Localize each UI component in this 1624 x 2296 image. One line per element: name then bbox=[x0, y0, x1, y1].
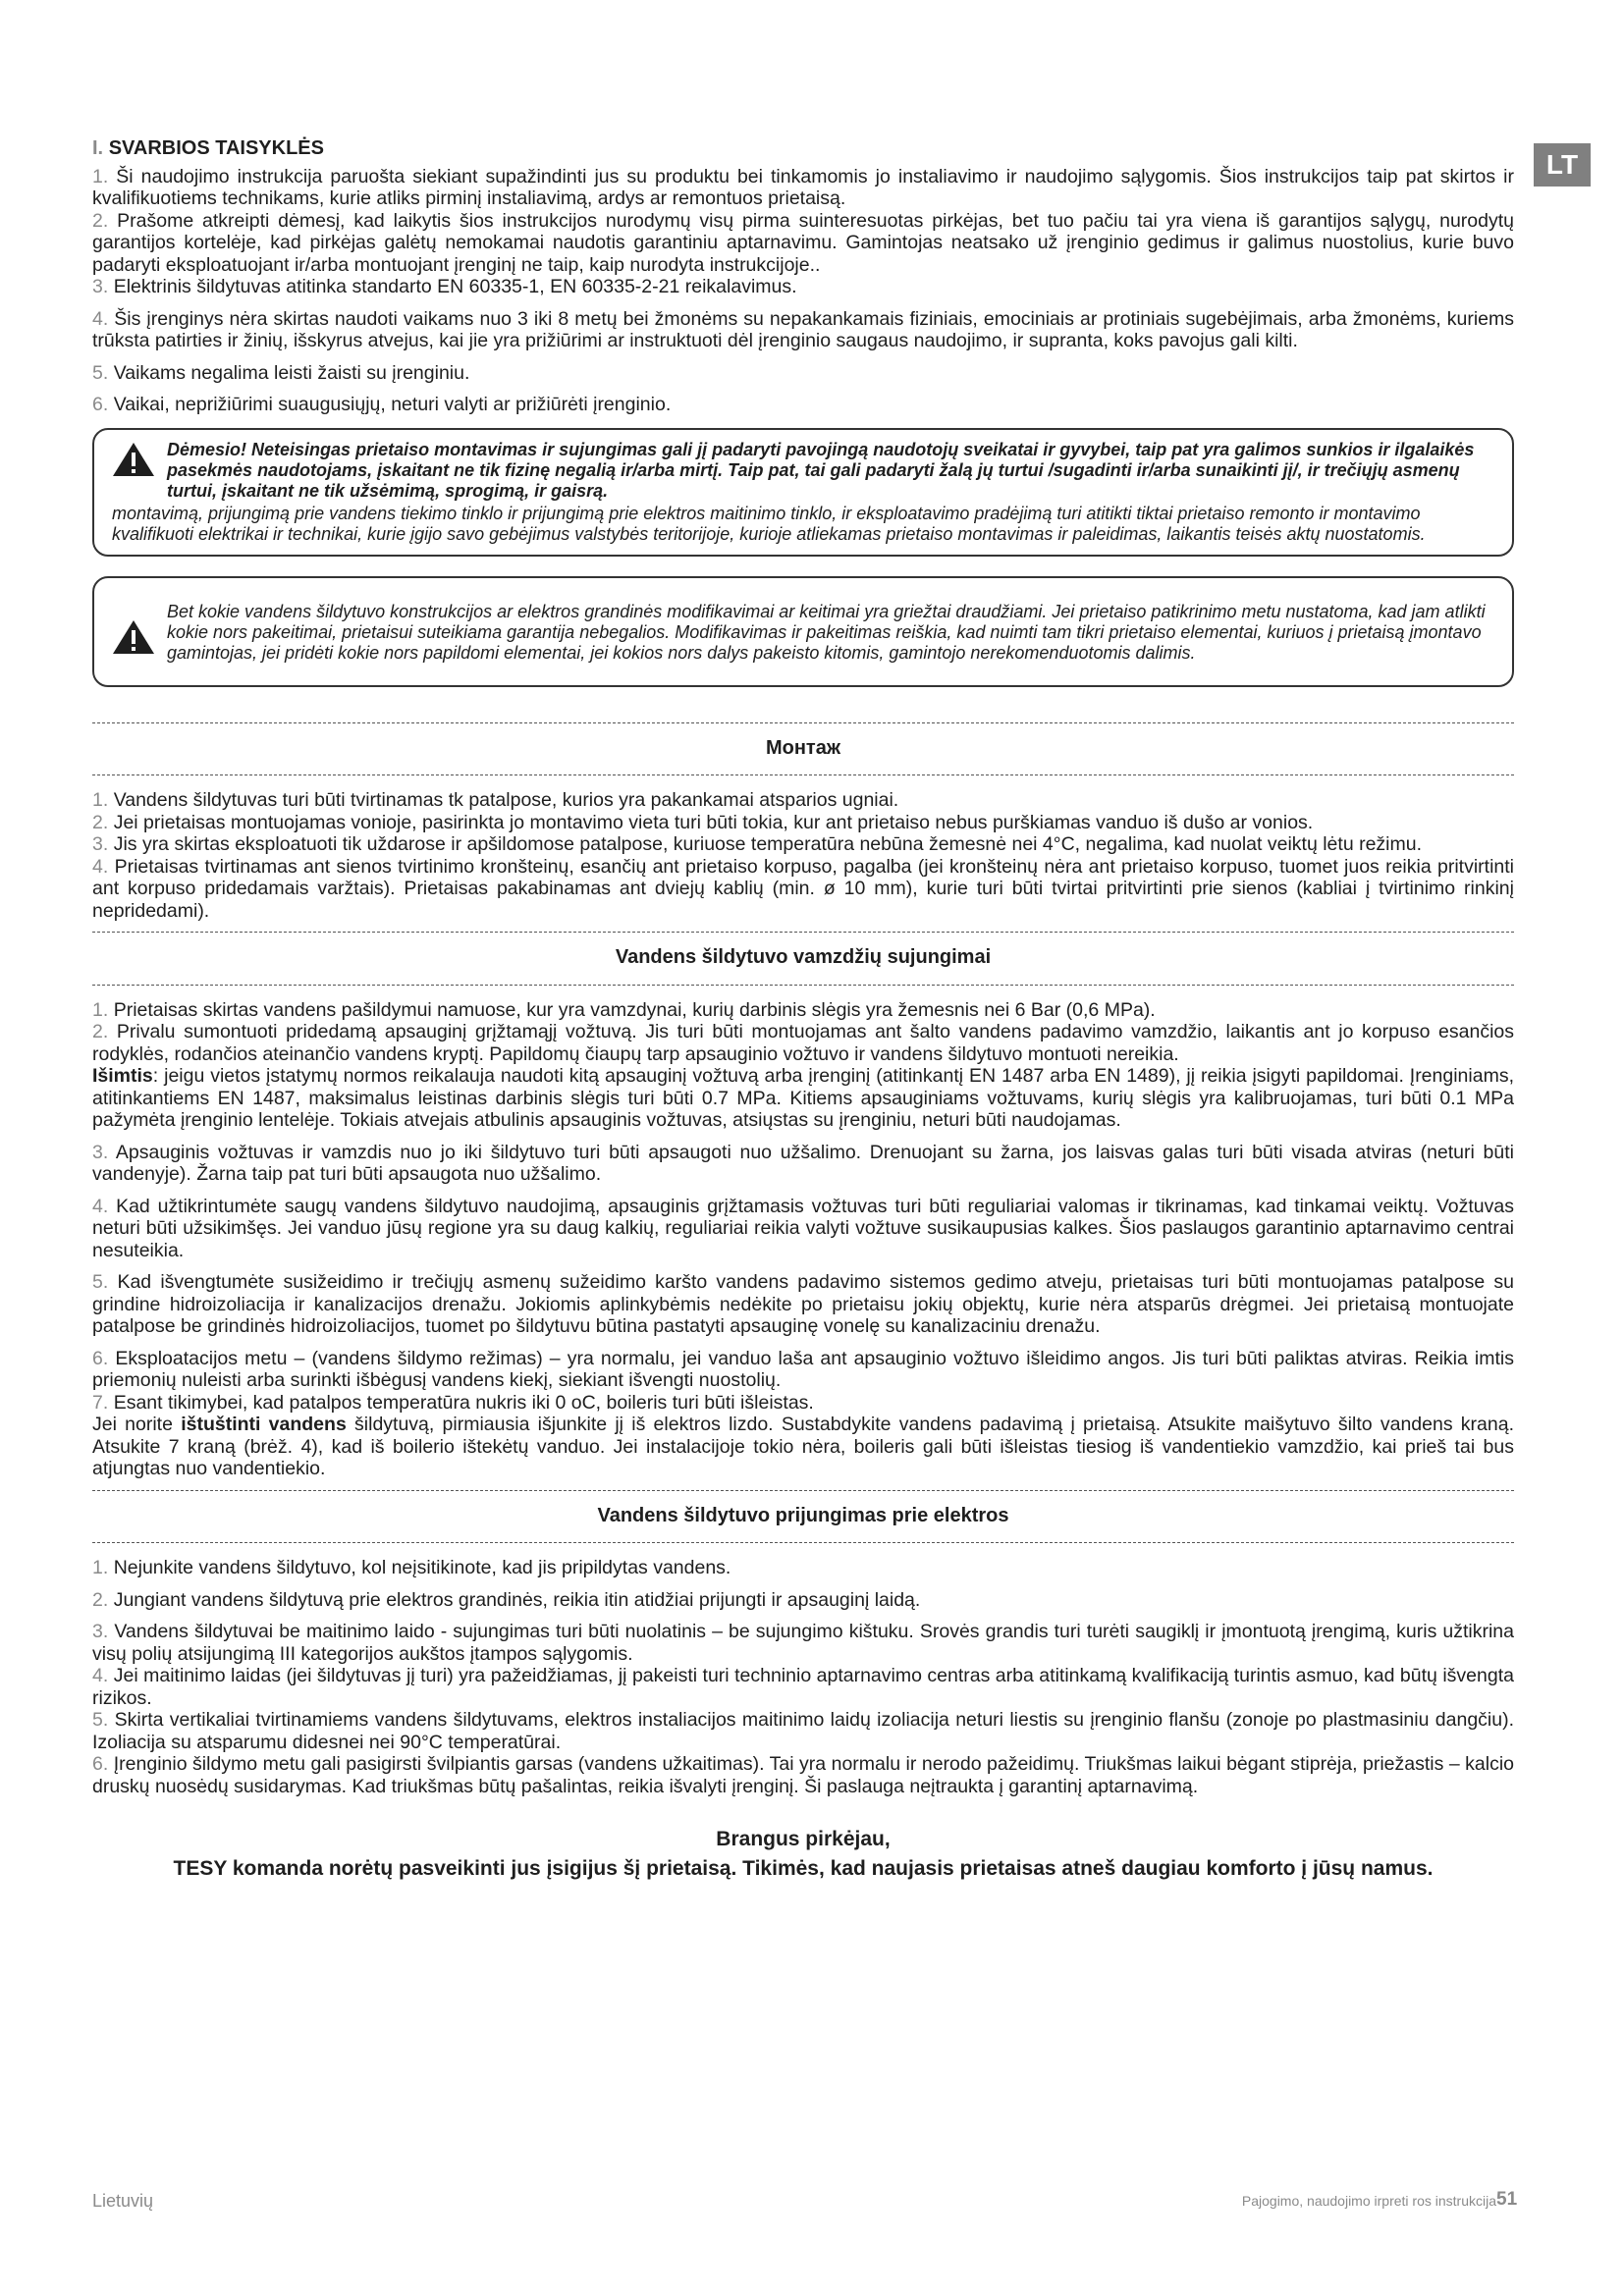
montazh-list bbox=[92, 789, 1514, 922]
list-item: 5. Kad išvengtumėte susižeidimo ir trečiųjų asmenų sužeidimo karšto vandens padavimo sistemos gedimo atveju, prietaisas turi būti montuojamas patalpose su grindine hidroizoliacija ir kanalizacijos drenažu. Jokiomis aplinkybėmis nedėkite po prietaisu jokių objektų, kurie nėra atsparūs drėgmei. Jei prietaisą montuojate patalpose be grindinės hidroizoliacijos, tuomet po šildytuvu būtina pastatyti apsauginę vonelę su kanalizaciniu drenažu. bbox=[92, 1271, 1515, 1337]
list-item: 2. Privalu sumontuoti pridedamą apsauginį grįžtamąjį vožtuvą. Jis turi būti montuojamas ant šalto vandens padavimo vamzdžio, laikantis ant jo korpuso esančios rodyklės, rodančios ateinančio vandens kryptį. Papildomų čiaupų tarp apsauginio vožtuvo ir vandens šildytuvo montuoti nereikia. bbox=[92, 1021, 1515, 1065]
warning-triangle-icon bbox=[112, 619, 155, 655]
rule-item: 4. Šis įrenginys nėra skirtas naudoti vaikams nuo 3 iki 8 metų bei žmonėms su nepakankamais fiziniais, emociniais ar protiniais sugebėjimais, arba žmonėms, kuriems trūksta patirties ir žinių, išskyrus atvejus, kai jie yra prižiūrimi ar instruktuoti dėl įrenginio saugaus naudojimo, ir supranta, koks pavojus gali kilti. bbox=[92, 307, 1514, 351]
modification-warning-box bbox=[92, 576, 1514, 687]
electric-list bbox=[92, 1557, 1514, 1797]
list-item: 7. Esant tikimybei, kad patalpos temperatūra nukris iki 0 oC, boileris turi būti išleistas. bbox=[92, 1391, 814, 1414]
warning-box bbox=[92, 428, 1514, 557]
divider bbox=[92, 1542, 1514, 1543]
pipes-list bbox=[92, 999, 1514, 1480]
divider bbox=[92, 985, 1514, 986]
list-item: 6. Eksploatacijos metu – (vandens šildymo režimas) – yra normalu, jei vanduo laša ant apsauginio vožtuvo išleidimo angos. Jis turi būti paliktas atviras. Reikia imtis priemonių nuleisti arba surinkti išbėgusį vandens kiekį, siekiant išvengti nuostolių. bbox=[92, 1347, 1514, 1391]
drain-paragraph: Jei norite ištuštinti vandens šildytuvą, pirmiausia išjunkite jį iš elektros lizdo. Sustabdykite vandens padavimą į prietaisą. Atsukite maišytuvo šilto vandens kraną. Atsukite 7 kraną (brėž. 4), kad iš boilerio ištekėtų vanduo. Jei instalacijoje tokio nėra, boileris gali būti išleistas tiesiog iš vandentiekio vamzdžio, kai prieš tai bus atjungtas nuo vandentiekio. bbox=[92, 1414, 1515, 1479]
list-item: 1. Vandens šildytuvas turi būti tvirtinamas tk patalpose, kurios yra pakankamai atsparios ugniai. bbox=[92, 789, 899, 811]
rule-item: 6. Vaikai, neprižiūrimi suaugusiųjų, neturi valyti ar prižiūrėti įrenginio. bbox=[92, 394, 672, 415]
list-item: 3. Apsauginis vožtuvas ir vamzdis nuo jo iki šildytuvo turi būti apsaugoti nuo užšalimo. Drenuojant su žarna, jos laisvas galas turi būti visada atviras (neturi būti vandenyje). Žarna taip pat turi būti apsaugota nuo užšalimo. bbox=[92, 1141, 1514, 1185]
list-item: 3. Vandens šildytuvai be maitinimo laido - sujungimas turi būti nuolatinis – be sujungimo kištuku. Srovės grandis turi turėti saugiklį ir įmontuotą įrengimą, kuris užtikrina visų polių atsijungimą III kategorijos aukštos įtampos sąlygomis. bbox=[92, 1621, 1514, 1665]
list-item: 4. Prietaisas tvirtinamas ant sienos tvirtinimo kronšteinų, esančių ant prietaiso korpuso, pagalba (jei kronšteinų nėra ant prietaiso korpuso, tuomet juos reikia pritvirtinti ant korpuso pridedamais varžtais). Prietaisas pakabinamas ant dviejų kablių (min. ø 10 mm), kurie turi būti tvirtai pritvirtinti prie sienos (kabliai į tvirtinimo rinkinį nepridedami). bbox=[92, 855, 1514, 922]
rule-item: 1. Ši naudojimo instrukcija paruošta siekiant supažindinti jus su produktu bei tinkamomis jo instaliavimo ir naudojimo sąlygomis. Šios instrukcijos taip pat skirtos ir kvalifikuotiems technikams, kurie atliks pirminį instaliavimą, ardys ar remontuos prietaisą. bbox=[92, 165, 1514, 209]
section-title bbox=[92, 137, 1514, 160]
list-item: 1. Nejunkite vandens šildytuvo, kol neįsitikinote, kad jis pripildytas vandens. bbox=[92, 1557, 731, 1578]
list-item: 1. Prietaisas skirtas vandens pašildymui namuose, kur yra vamzdynai, kurių darbinis slėgis yra žemesnis nei 6 Bar (0,6 MPa). bbox=[92, 998, 1156, 1021]
language-badge: LT bbox=[1534, 143, 1591, 187]
modification-warning-text: Bet kokie vandens šildytuvo konstrukcijos ar elektros grandinės modifikavimai ar keitimai yra griežtai draudžiami. Jei prietaiso patikrinimo metu nustatoma, kad jam atlikti kokie nors pakeitimai, prietaisui suteikiama garantija nebegalios. Modifikavimas ir pakeitimas reiškia, kad nuimti tam tikri prietaiso elementai, kuriuos į prietaisą įmontavo gamintojas, jei pridėti kokie nors papildomi elementai, jei kokios nors dalys pakeisto kitomis, gamintojo nerekomenduotomis dalimis. bbox=[167, 601, 1486, 663]
section-number: I. bbox=[92, 137, 104, 159]
divider bbox=[92, 774, 1514, 775]
page-number: 51 bbox=[1496, 2189, 1518, 2210]
list-item: 4. Jei maitinimo laidas (jei šildytuvas jį turi) yra pažeidžiamas, jį pakeisti turi techninio aptarnavimo centras arba atitinkamą kvalifikaciją turintis asmuo, kad būtų išvengta rizikos. bbox=[92, 1665, 1514, 1709]
section-title-text: SVARBIOS TAISYKLĖS bbox=[108, 137, 324, 159]
list-item: 2. Jei prietaisas montuojamas vonioje, pasirinkta jo montavimo vieta turi būti tokia, kur ant prietaiso nebus purškiamas vanduo iš dušo ar vonios. bbox=[92, 811, 1314, 833]
exception-paragraph: Išimtis: jeigu vietos įstatymų normos reikalauja naudoti kitą apsauginį vožtuvą arba įrenginį (atitinkantį EN 1487 arba EN 1489), jį reikia įsigyti papildomai. Įrenginiams, atitinkantiems EN 1487, maksimalus leistinas darbinis slėgis turi būti 0.7 MPa. Kitiems apsauginiams vožtuvams, kurių slėgis yra kalibruojamas, turi būti 0.1 MPa pažymėta įrenginio lentelėje. Tokiais atvejais atbulinis apsauginis vožtuvas, atsiųstas su įrenginiu, neturi būti naudojamas. bbox=[92, 1065, 1514, 1131]
page-content bbox=[92, 137, 1514, 1884]
list-item: 6. Įrenginio šildymo metu gali pasigirsti švilpiantis garsas (vandens užkaitimas). Tai yra normalu ir nerodo pažeidimų. Triukšmas laikui bėgant stiprėja, priežastis – kalcio druskų nuosėdų susidarymas. Kad triukšmas būtų pašalintas, reikia išvalyti įrenginį. Ši paslauga neįtraukta į garantinį aptarnavimą. bbox=[92, 1753, 1515, 1797]
list-item: 3. Jis yra skirtas eksploatuoti tik uždarose ir apšildomose patalpose, kuriuose temperatūra nebūna žemesnė nei 4°C, negalima, kad nuolat veiktų lėtu režimu. bbox=[92, 833, 1423, 855]
list-item: 5. Skirta vertikaliai tvirtinamiems vandens šildytuvams, elektros instaliacijos maitinimo laidų izoliacija neturi liestis su įrenginio flanšu (zonoje po plastmasiniu dangčiu). Izoliacija su atsparumu didesnei nei 90°C temperatūrai. bbox=[92, 1709, 1514, 1753]
closing-message bbox=[92, 1825, 1514, 1884]
exception-label: Išimtis bbox=[92, 1065, 153, 1087]
footer-document-title: Pajogimo, naudojimo irpreti ros instrukcija bbox=[1241, 2193, 1496, 2209]
montazh-heading: Монтаж bbox=[765, 736, 841, 759]
footer-language: Lietuvių bbox=[92, 2191, 154, 2211]
rule-item: 3. Elektrinis šildytuvas atitinka standarto EN 60335-1, EN 60335-2-21 reikalavimus. bbox=[92, 276, 797, 297]
list-item: 2. Jungiant vandens šildytuvą prie elektros grandinės, reikia itin atidžiai prijungti ir apsauginį laidą. bbox=[92, 1588, 921, 1611]
pipes-heading: Vandens šildytuvo vamzdžių sujungimai bbox=[615, 946, 992, 968]
closing-text: TESY komanda norėtų pasveikinti jus įsigijus šį prietaisą. Tikimės, kad naujasis prietaisas atneš daugiau komforto į jūsų namus. bbox=[173, 1857, 1434, 1880]
list-item: 4. Kad užtikrintumėte saugų vandens šildytuvo naudojimą, apsauginis grįžtamasis vožtuvas turi būti reguliariai valomas ir tikrinamas, kad tinkamai veiktų. Vožtuvas neturi būti užsikimšęs. Jei vanduo jūsų regione yra su daug kalkių, reguliariai reikia valyti vožtuve susikaupusias kalkes. Šios paslaugos garantinio aptarnavimo centrai nesuteikia. bbox=[92, 1195, 1514, 1261]
warning-triangle-icon bbox=[112, 442, 155, 477]
warning-body-text: montavimą, prijungimą prie vandens tiekimo tinklo ir prijungimą prie elektros maitinimo tinklo, ir eksploatavimo pradėjimą turi atitikti tiktai prietaiso remonto ir montavimo kvalifikuoti elektrikai ir technikai, kurie įgijo savo gebėjimus valstybės teritorijoje, kurioje atliekamas prietaiso montavimas ir paleidimas, laikantis teisės aktų nuostatomis. bbox=[112, 503, 1426, 544]
warning-bold-text: Dėmesio! Neteisingas prietaiso montavimas ir sujungimas gali jį padaryti pavojingą naudotojų sveikatai ir gyvybei, taip pat yra galimos sunkios ir ilgalaikės pasekmės naudotojams, įskaitant ne tik fizinę negalią ir/arba mirtį. Taip pat, tai gali padaryti žalą jų turtui /sugadinti ir/arba sunaikinti jį/, ir trečiųjų asmenų turtui, įskaitant ne tik užsėmimą, sprogimą, ir gaisrą. bbox=[167, 439, 1475, 501]
electric-heading: Vandens šildytuvo prijungimas prie elektros bbox=[597, 1504, 1009, 1526]
rule-item: 5. Vaikams negalima leisti žaisti su įrenginiu. bbox=[92, 361, 470, 384]
closing-greeting: Brangus pirkėjau, bbox=[716, 1828, 891, 1850]
rule-item: 2. Prašome atkreipti dėmesį, kad laikytis šios instrukcijos nurodymų visų pirma suinteresuotas pirkėjas, bet tuo pačiu tai yra viena iš garantijos sąlygų, nurodytų garantijos kortelėje, kad pirkėjas galėtų nemokamai naudotis garantiniu aptarnavimu. Gamintojas neatsako už įrenginio gedimus ir galimus nuostolius, kurie buvo padaryti eksploatuojant ir/arba montuojant įrenginį ne taip, kaip nurodyta instrukcijoje.. bbox=[92, 209, 1515, 276]
